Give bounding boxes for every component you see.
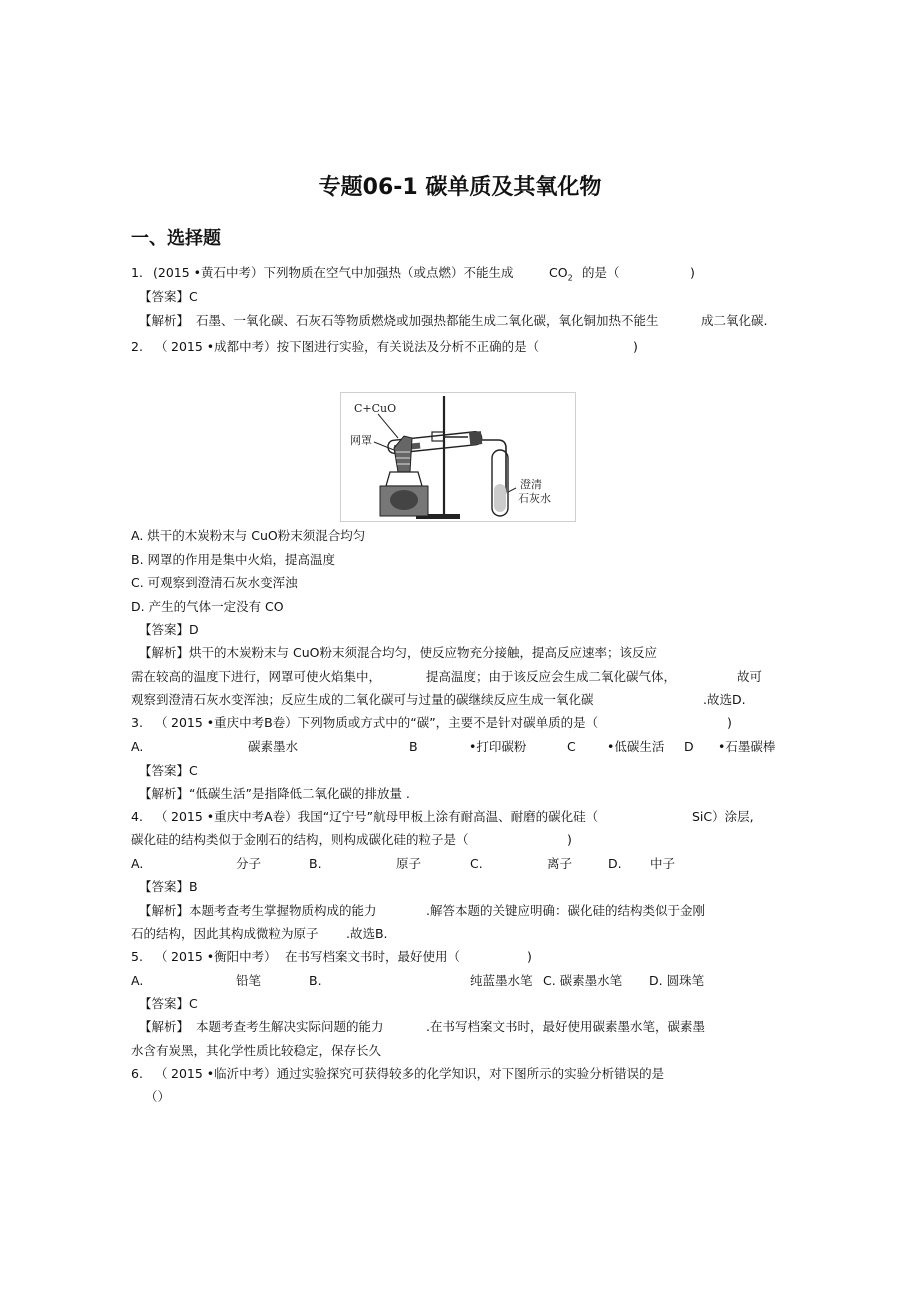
- q4-answer: 【答案】B: [139, 879, 198, 894]
- q3-option-a-letter: A.: [131, 739, 144, 754]
- q5-analysis-label: 【解析】: [139, 1019, 190, 1034]
- q2-option-c: C. 可观察到澄清石灰水变浑浊: [131, 575, 298, 590]
- q5-analysis-1a: 本题考查考生解决实际问题的能力: [196, 1019, 384, 1034]
- q2-analysis-1: 【解析】烘干的木炭粉末与 CuO粉末须混合均匀，使反应物充分接触，提高反应速率；该反应: [139, 645, 657, 660]
- q4-option-d: 中子: [650, 856, 676, 871]
- q2-analysis-2b: 提高温度；由于该反应会生成二氧化碳气体，: [426, 669, 677, 684]
- q4-analysis-1b: .解答本题的关键应明确：碳化硅的结构类似于金刚: [426, 903, 705, 918]
- q4-stem-2: 碳化硅的结构类似于金刚石的结构，则构成碳化硅的粒子是（: [131, 832, 469, 847]
- q3-close-paren: ): [727, 715, 732, 730]
- figure-label-mesh: 网罩: [350, 434, 372, 447]
- q1-analysis: 石墨、一氧化碳、石灰石等物质燃烧或加强热都能生成二氧化碳，氧化铜加热不能生: [196, 313, 659, 328]
- q1-analysis-label: 【解析】: [139, 313, 190, 328]
- q5-source: 2015 •衡阳中考）: [171, 949, 277, 964]
- figure-label-reagent: C+CuO: [354, 402, 397, 415]
- q4-option-a: 分子: [236, 856, 262, 871]
- q6-paren: （: [155, 1066, 168, 1081]
- q5-option-d: D. 圆珠笔: [649, 973, 705, 988]
- figure-label-limewater-2: 石灰水: [518, 492, 551, 505]
- q1-stem: (2015 •黄石中考）下列物质在空气中加强热（或点燃）不能生成: [153, 265, 514, 280]
- q5-close-paren: ): [527, 949, 532, 964]
- q4-analysis-1a: 【解析】本题考查考生掌握物质构成的能力: [139, 903, 377, 918]
- experiment-apparatus-figure: [340, 392, 576, 522]
- q5-paren: （: [155, 949, 168, 964]
- q2-analysis-3a: 观察到澄清石灰水变浑浊；反应生成的二氧化碳可与过量的碳继续反应生成一氧化碳: [131, 692, 594, 707]
- q4-paren: （: [155, 809, 168, 824]
- q2-number: 2.: [131, 339, 143, 354]
- q2-option-a: A. 烘干的木炭粉末与 CuO粉末须混合均匀: [131, 528, 366, 543]
- page-title: 专题06-1 碳单质及其氧化物: [318, 175, 602, 200]
- q2-option-b: B. 网罩的作用是集中火焰，提高温度: [131, 552, 336, 567]
- q2-analysis-3b: .故选D.: [703, 692, 746, 707]
- q4-option-c: 离子: [547, 856, 573, 871]
- q5-analysis-2: 水含有炭黑，其化学性质比较稳定，保存长久: [131, 1043, 382, 1058]
- q2-option-d: D. 产生的气体一定没有 CO: [131, 599, 284, 614]
- q4-option-a-letter: A.: [131, 856, 144, 871]
- q3-option-a: 碳素墨水: [248, 739, 299, 754]
- q4-close-paren: ): [567, 832, 572, 847]
- q3-stem: 2015 •重庆中考B卷）下列物质或方式中的“碳”，主要不是针对碳单质的是（: [171, 715, 599, 730]
- q3-option-d: •石墨碳棒: [718, 739, 776, 754]
- q4-option-b-letter: B.: [309, 856, 322, 871]
- q3-analysis: 【解析】“低碳生活”是指降低二氧化碳的排放量 .: [139, 786, 410, 801]
- q3-option-d-letter: D: [684, 739, 694, 754]
- q5-number: 5.: [131, 949, 143, 964]
- q3-option-b: •打印碳粉: [469, 739, 527, 754]
- q3-paren: （: [155, 715, 168, 730]
- q4-number: 4.: [131, 809, 143, 824]
- q4-stem: 2015 •重庆中考A卷）我国“辽宁号”航母甲板上涂有耐高温、耐磨的碳化硅（: [171, 809, 599, 824]
- section-heading: 一、选择题: [131, 228, 221, 249]
- q3-option-b-letter: B: [409, 739, 418, 754]
- q2-stem: 2015 •成都中考）按下图进行实验，有关说法及分析不正确的是（: [171, 339, 540, 354]
- q3-option-c: •低碳生活: [607, 739, 665, 754]
- q3-option-c-letter: C: [567, 739, 576, 754]
- q4-option-b: 原子: [396, 856, 422, 871]
- q2-paren: （: [155, 339, 168, 354]
- q1-analysis-end: 成二氧化碳.: [701, 313, 768, 328]
- q5-option-a-letter: A.: [131, 973, 144, 988]
- q5-answer: 【答案】C: [139, 996, 198, 1011]
- q2-analysis-2c: 故可: [737, 669, 763, 684]
- q4-sic: SiC）涂层,: [692, 809, 754, 824]
- q6-stem: 2015 •临沂中考）通过实验探究可获得较多的化学知识，对下图所示的实验分析错误的是: [171, 1066, 665, 1081]
- figure-label-limewater-1: 澄清: [520, 478, 542, 491]
- q6-number: 6.: [131, 1066, 143, 1081]
- q2-close-paren: ): [633, 339, 638, 354]
- q1-stem-tail: 的是（: [582, 265, 620, 280]
- q1-close-paren: ): [690, 265, 695, 280]
- q3-number: 3.: [131, 715, 143, 730]
- q1-number: 1.: [131, 265, 143, 280]
- q5-option-c: C. 碳素墨水笔: [543, 973, 623, 988]
- q4-option-c-letter: C.: [470, 856, 483, 871]
- q4-option-d-letter: D.: [608, 856, 622, 871]
- q6-answer-blank: （）: [145, 1089, 171, 1104]
- q4-analysis-2b: .故选B.: [346, 926, 388, 941]
- q5-stem: 在书写档案文书时，最好使用（: [285, 949, 461, 964]
- q4-analysis-2a: 石的结构，因此其构成微粒为原子: [131, 926, 319, 941]
- q2-answer: 【答案】D: [139, 622, 199, 637]
- q1-co2: $CO_2$: [549, 265, 573, 283]
- q5-analysis-1b: .在书写档案文书时，最好使用碳素墨水笔，碳素墨: [426, 1019, 705, 1034]
- q5-option-b-letter: B.: [309, 973, 322, 988]
- q5-option-a: 铅笔: [236, 973, 262, 988]
- q5-option-b: 纯蓝墨水笔: [470, 973, 533, 988]
- q1-answer: 【答案】C: [139, 289, 198, 304]
- q3-answer: 【答案】C: [139, 763, 198, 778]
- q2-analysis-2a: 需在较高的温度下进行，网罩可使火焰集中，: [131, 669, 382, 684]
